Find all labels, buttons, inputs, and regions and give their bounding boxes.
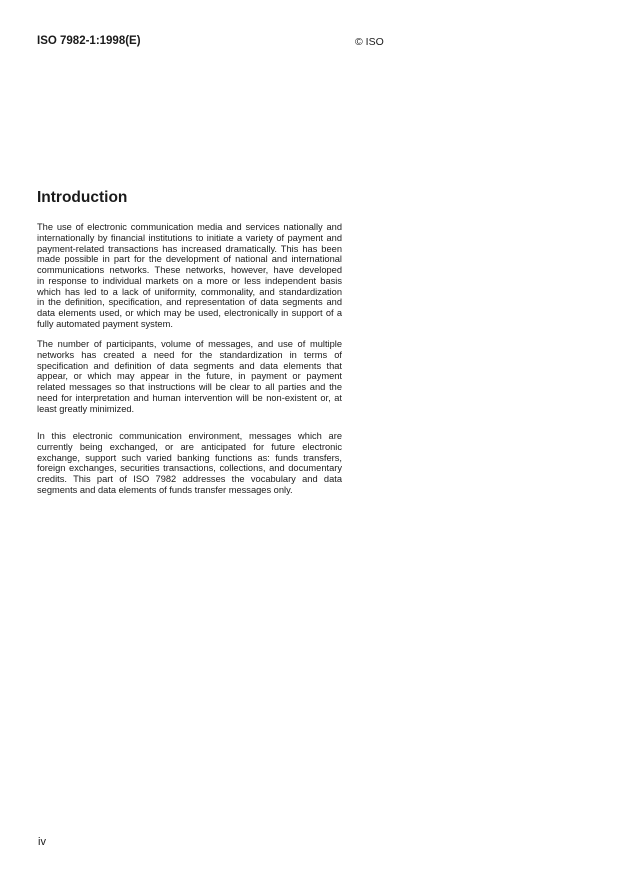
text-line: exchange, support such varied banking functions as: funds transfers, [37, 452, 342, 463]
paragraph [37, 339, 342, 414]
text-line: which has led to a lack of uniformity, commonality, and standardization [37, 286, 342, 297]
paragraph [37, 431, 342, 496]
text-line: in response to individual markets on a more or less independent basis [37, 275, 342, 286]
text-line: The number of participants, volume of messages, and use of multiple [37, 339, 342, 349]
paragraph [37, 222, 342, 330]
text-line: internationally by financial institutions to initiate a variety of payment and [37, 232, 342, 243]
page-number: iv [38, 836, 46, 848]
text-line: communications networks. These networks, however, have developed [37, 265, 342, 275]
text-line: segments and data elements of funds transfer messages only. [37, 484, 293, 495]
text-line: specification and definition of data segments and data elements that [37, 360, 342, 371]
text-line: payment-related transactions has increased dramatically. This has been [37, 243, 342, 254]
text-line: In this electronic communication environment, messages which are [37, 431, 342, 441]
text-line: in the definition, specification, and representation of data segments and [37, 297, 342, 308]
text-line: fully automated payment system. [37, 318, 173, 329]
text-line: currently being exchanged, or are anticipated for future electronic [37, 441, 342, 452]
section-title: Introduction [37, 189, 128, 206]
text-line: least greatly minimized. [37, 403, 135, 414]
text-line: networks has created a need for the standardization in terms of [37, 349, 342, 360]
text-line: appear, or which may appear in the future, in payment or payment [37, 371, 342, 382]
text-line: made possible in part for the development of national and international [37, 254, 342, 265]
text-line: related messages so that instructions will be clear to all parties and the [37, 382, 342, 392]
text-line: data elements used, or which may be used, electronically in support of a [37, 308, 342, 318]
text-line: need for interpretation and human intervention will be non-existent or, at [37, 392, 342, 403]
copyright-notice: © ISO [355, 36, 384, 48]
text-line: The use of electronic communication media and services nationally and [37, 222, 342, 232]
text-line: foreign exchanges, securities transactions, collections, and documentary [37, 463, 342, 474]
text-line: credits. This part of ISO 7982 addresses the vocabulary and data [37, 474, 342, 484]
document-id: ISO 7982-1:1998(E) [37, 35, 141, 47]
